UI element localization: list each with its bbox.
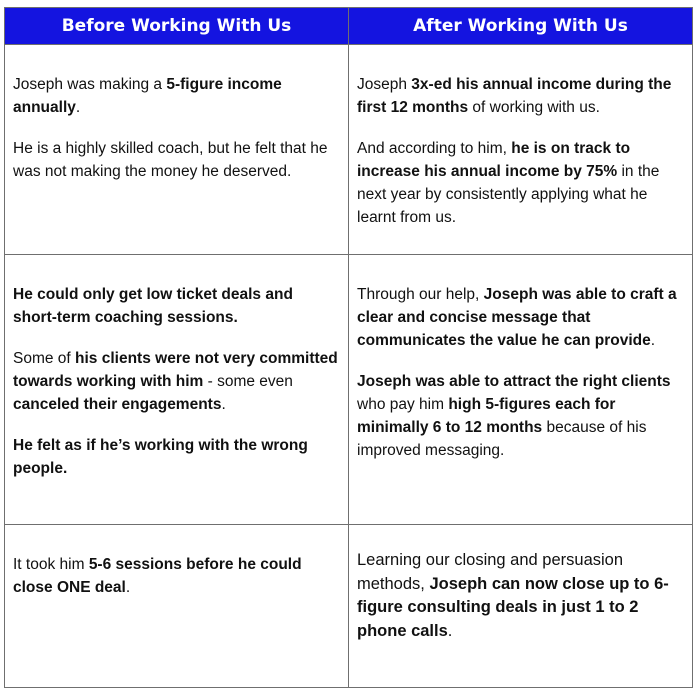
cell-paragraph xyxy=(13,73,340,119)
table-row xyxy=(5,525,693,688)
text: It took him xyxy=(13,556,89,573)
after-cell xyxy=(349,45,693,255)
text: because of his improved messaging. xyxy=(357,419,647,459)
bold-text: he is on track to increase his annual income by 75% xyxy=(357,140,631,180)
header-before: Before Working With Us xyxy=(5,8,349,45)
cell-paragraph xyxy=(357,549,684,643)
text: . xyxy=(125,579,131,596)
bold-text: Joseph can now close up to 6-figure consulting deals in just 1 to 2 phone calls xyxy=(357,574,669,640)
bold-text: 3x-ed his annual income during the first 12 months xyxy=(357,76,672,116)
bold-text: He could only get low ticket deals and short-term coaching sessions. xyxy=(13,286,293,326)
after-cell xyxy=(349,525,693,688)
text: - some even xyxy=(203,373,293,390)
header-row xyxy=(5,8,693,45)
cell-paragraph xyxy=(357,370,684,462)
after-cell xyxy=(349,255,693,525)
bold-text: canceled their engagements xyxy=(13,396,222,413)
text: . xyxy=(447,621,453,640)
text: Learning our closing and persuasion methods, xyxy=(357,551,624,593)
bold-text: 5-6 sessions before he could close ONE deal xyxy=(13,556,302,596)
text: Joseph was making a xyxy=(13,76,167,93)
bold-text: his clients were not very committed towards working with him xyxy=(13,350,338,390)
cell-paragraph xyxy=(13,283,340,329)
cell-paragraph xyxy=(357,73,684,119)
before-cell xyxy=(5,255,349,525)
cell-paragraph xyxy=(13,553,340,599)
comparison-table-container xyxy=(4,7,693,687)
before-cell xyxy=(5,525,349,688)
before-cell xyxy=(5,45,349,255)
text: Through our help, xyxy=(357,286,484,303)
bold-text: He felt as if he’s working with the wrong people. xyxy=(13,437,308,477)
bold-text: high 5-figures each for minimally 6 to 12 months xyxy=(357,396,616,436)
text: And according to him, xyxy=(357,140,512,157)
bold-text: 5-figure income annually xyxy=(13,76,282,116)
table-row xyxy=(5,255,693,525)
text: He is a highly skilled coach, but he felt that he was not making the money he deserved. xyxy=(13,140,328,180)
text: Some of xyxy=(13,350,76,367)
text: who pay him xyxy=(357,396,449,413)
text: . xyxy=(650,332,656,349)
cell-paragraph xyxy=(13,434,340,480)
bold-text: Joseph was able to attract the right clients xyxy=(357,373,671,390)
cell-paragraph xyxy=(13,137,340,183)
comparison-table xyxy=(4,7,693,688)
bold-text: Joseph was able to craft a clear and concise message that communicates the value he can provide xyxy=(357,286,677,349)
text: of working with us. xyxy=(468,99,600,116)
header-after: After Working With Us xyxy=(349,8,693,45)
text: Joseph xyxy=(357,76,412,93)
table-row xyxy=(5,45,693,255)
cell-paragraph xyxy=(357,283,684,352)
text: . xyxy=(75,99,81,116)
text: . xyxy=(221,396,226,413)
text: in the next year by consistently applying what he learnt from us. xyxy=(357,163,660,226)
cell-paragraph xyxy=(13,347,340,416)
cell-paragraph xyxy=(357,137,684,229)
